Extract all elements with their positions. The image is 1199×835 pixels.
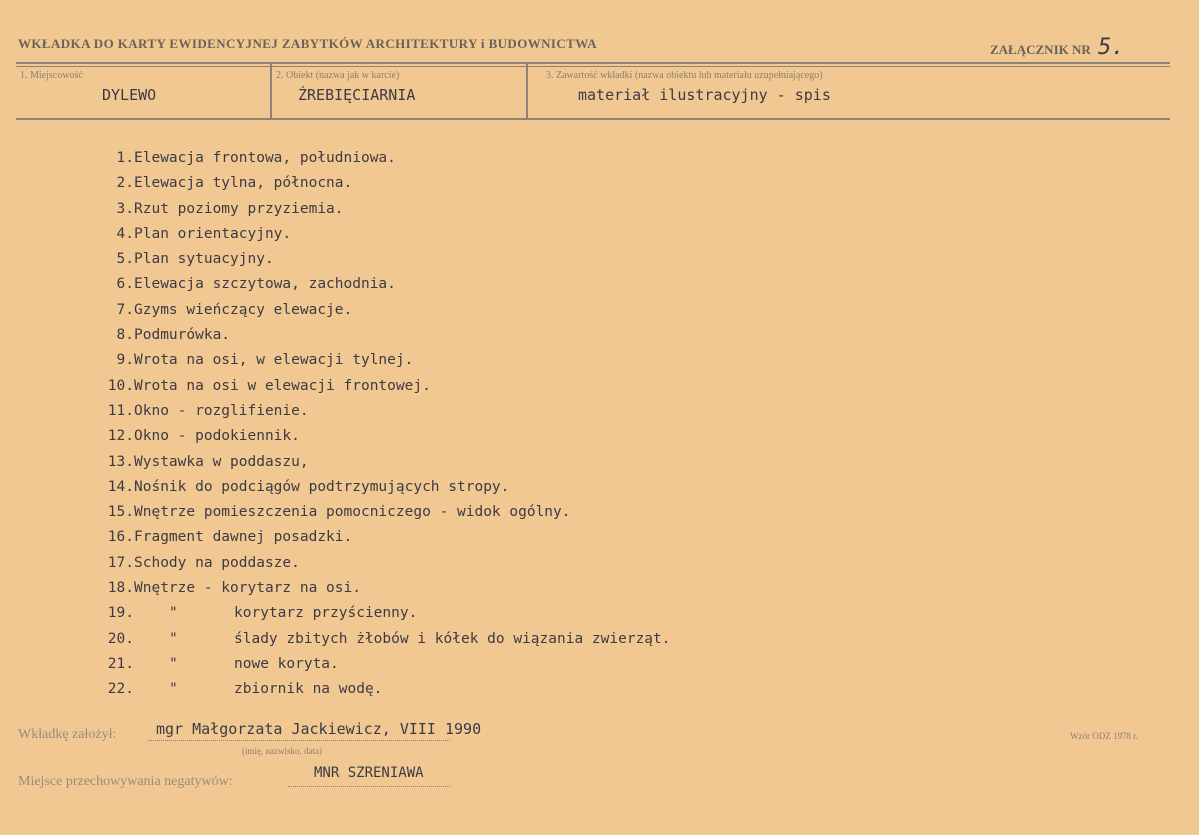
item-text: Schody na poddasze.: [134, 554, 300, 571]
item-number: 16.: [107, 529, 134, 546]
form-template-note: Wzór ODZ 1978 r.: [1070, 731, 1138, 741]
item-number: 17.: [107, 554, 134, 571]
item-text: Wrota na osi w elewacji frontowej.: [134, 377, 431, 394]
top-rule: [16, 62, 1170, 64]
item-text: Elewacja frontowa, południowa.: [134, 150, 396, 166]
item-text: Wystawka w poddaszu,: [134, 453, 309, 470]
list-item: [84, 301, 353, 327]
list-item: [84, 402, 309, 428]
storage-value: MNR SZRENIAWA: [314, 765, 424, 781]
storage-label: Miejsce przechowywania negatywów:: [18, 774, 233, 789]
list-item: [84, 504, 571, 529]
ditto-mark: ": [169, 681, 178, 698]
illustration-list: [84, 150, 671, 707]
item-text: Rzut poziomy przyziemia.: [134, 200, 344, 217]
item-text: Elewacja tylna, północna.: [134, 175, 353, 192]
field-divider-1: [270, 64, 272, 118]
list-item: [84, 681, 383, 706]
item-number: 2.: [116, 175, 134, 192]
item-text: nowe koryta.: [234, 655, 339, 672]
item-number: 12.: [107, 428, 134, 445]
item-number: 1.: [116, 150, 134, 166]
contents-label: 3. Zawartość wkładki (nazwa obiektu lub materiału uzupełniającego): [546, 70, 823, 81]
list-item: [84, 352, 414, 377]
item-text: Plan orientacyjny.: [134, 225, 292, 242]
list-item: [84, 150, 396, 175]
list-item: [84, 453, 309, 479]
item-text: Elewacja szczytowa, zachodnia.: [134, 276, 396, 293]
created-by-hint: (imię, nazwisko, data): [242, 746, 322, 756]
attachment-number: 5.: [1098, 35, 1125, 60]
list-item: [84, 276, 396, 301]
ditto-mark: ": [169, 655, 178, 672]
storage-dotted-line: [288, 786, 450, 787]
list-item: [84, 428, 300, 453]
contents-value: materiał ilustracyjny - spis: [578, 86, 831, 104]
item-text: Okno - podokiennik.: [134, 428, 300, 445]
fields-bottom-rule: [16, 118, 1170, 120]
locality-label: 1. Miejscowość: [20, 70, 83, 81]
item-text: ślady zbitych żłobów i kółek do wiązania zwierząt.: [234, 630, 671, 647]
item-number: 11.: [107, 402, 134, 419]
list-item: [84, 200, 344, 226]
list-item: [84, 251, 274, 276]
item-text: Gzyms wieńczący elewacje.: [134, 301, 353, 318]
list-item: [84, 327, 231, 352]
item-number: 21.: [107, 655, 134, 672]
locality-value: DYLEWO: [102, 86, 157, 104]
item-text: Plan sytuacyjny.: [134, 251, 274, 268]
item-number: 13.: [107, 453, 134, 470]
item-text: Wnętrze - korytarz na osi.: [134, 580, 361, 597]
list-item: [84, 554, 300, 580]
attachment-label: [990, 35, 1125, 60]
item-number: 4.: [116, 225, 134, 242]
list-item: [84, 580, 361, 605]
item-number: 20.: [107, 630, 134, 647]
object-value: ŹREBIĘCIARNIA: [298, 86, 416, 104]
ditto-mark: ": [169, 630, 178, 647]
item-number: 6.: [116, 276, 134, 293]
item-number: 8.: [116, 327, 134, 344]
ditto-mark: ": [169, 605, 178, 622]
form-title: WKŁADKA DO KARTY EWIDENCYJNEJ ZABYTKÓW ARCHITEKTURY i BUDOWNICTWA: [18, 36, 597, 51]
list-item: [84, 630, 671, 656]
item-number: 19.: [107, 605, 134, 622]
item-number: 22.: [107, 681, 134, 698]
created-by-value: mgr Małgorzata Jackiewicz, VIII 1990: [156, 720, 482, 738]
item-number: 18.: [107, 580, 134, 597]
item-text: Nośnik do podciągów podtrzymujących stropy.: [134, 478, 510, 495]
item-number: 10.: [107, 377, 134, 394]
item-number: 15.: [107, 504, 134, 521]
item-number: 3.: [116, 200, 134, 217]
item-text: Podmurówka.: [134, 327, 231, 344]
item-number: 7.: [116, 301, 134, 318]
list-item: [84, 605, 418, 630]
list-item: [84, 529, 353, 554]
item-text: Okno - rozglifienie.: [134, 402, 309, 419]
list-item: [84, 377, 431, 403]
object-label: 2. Obiekt (nazwa jak w karcie): [276, 70, 400, 81]
item-text: zbiornik na wodę.: [234, 681, 383, 698]
created-by-dotted-line: [148, 740, 450, 741]
item-text: Fragment dawnej posadzki.: [134, 529, 353, 546]
list-item: [84, 655, 339, 681]
item-number: 5.: [116, 251, 134, 268]
item-text: Wnętrze pomieszczenia pomocniczego - widok ogólny.: [134, 504, 571, 521]
attachment-label-text: ZAŁĄCZNIK NR: [990, 42, 1091, 57]
list-item: [84, 478, 510, 504]
item-text: korytarz przyścienny.: [234, 605, 418, 622]
top-rule-thin: [16, 66, 1170, 67]
list-item: [84, 225, 292, 251]
list-item: [84, 175, 353, 200]
created-by-label: Wkładkę założył:: [18, 727, 117, 742]
item-text: Wrota na osi, w elewacji tylnej.: [134, 352, 414, 369]
item-number: 9.: [116, 352, 134, 369]
item-number: 14.: [107, 478, 134, 495]
field-divider-2: [526, 64, 528, 118]
